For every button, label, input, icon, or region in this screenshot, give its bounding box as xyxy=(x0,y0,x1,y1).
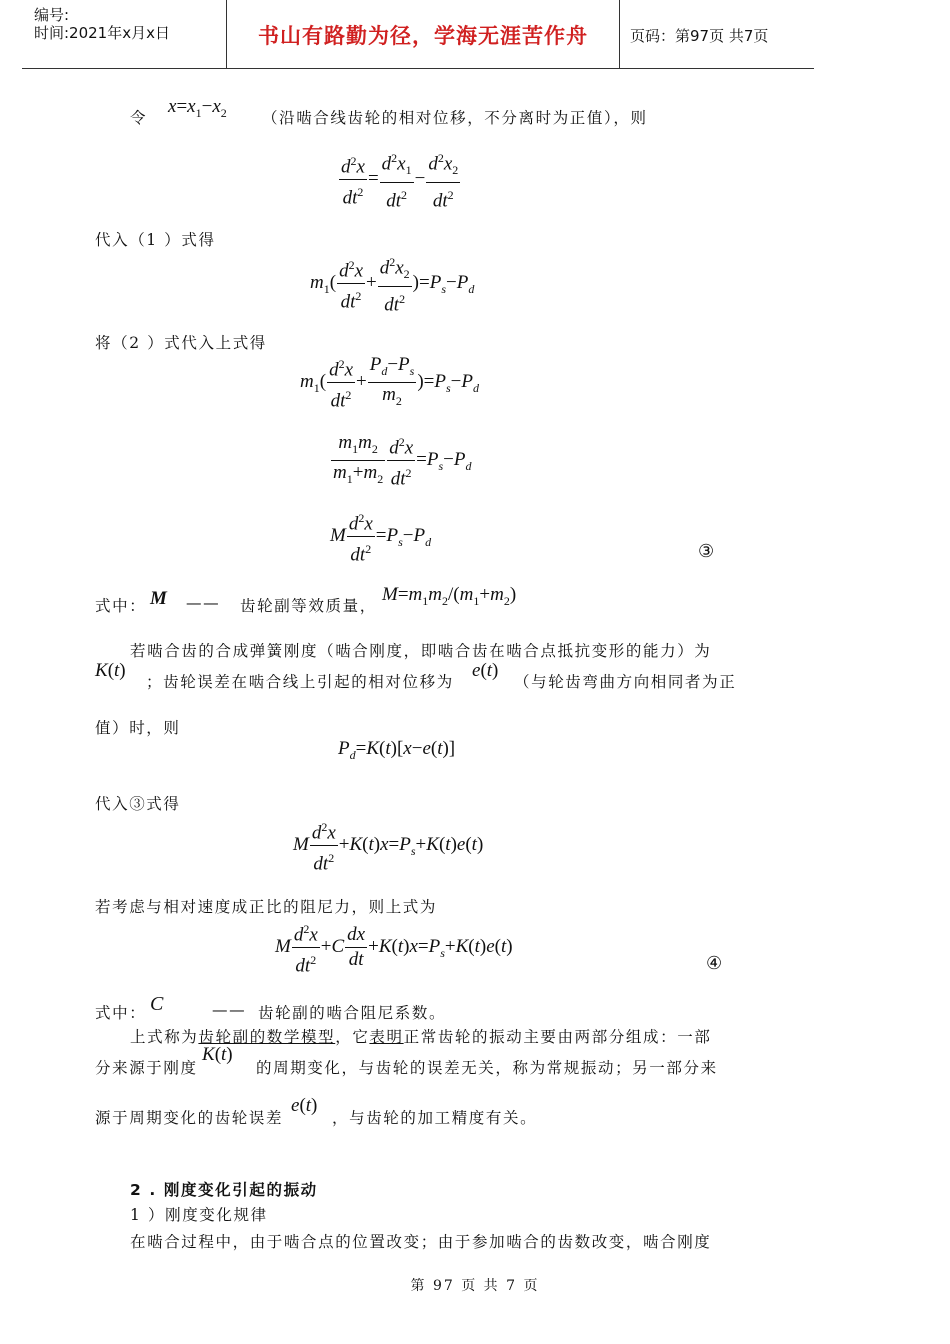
where-c-dash: —— xyxy=(212,1001,247,1019)
equation-accel-difference: $\frac{d^2x}{dt^2}$ = $\frac{d^2x_1}{dt^2}$ − $\frac{d^2x_2}{dt^2}$ xyxy=(338,146,461,213)
equation-pd: $P_d=K(t)[x-e(t)]$ xyxy=(338,738,456,762)
serial-label: 编号: xyxy=(34,6,70,24)
equation-reduced-mass: $\frac{m_1m_2}{m_1+m_2}$ $\frac{d^2x}{dt^2}$ $=P_s-P_d$ xyxy=(333,431,472,490)
equation-3: M $\frac{d^2x}{dt^2}$ $=P_s-P_d$ xyxy=(330,506,431,568)
para2-a3: 正常齿轮的振动主要由两部分组成：一部 xyxy=(403,1028,712,1046)
equation-4-marker: ④ xyxy=(706,953,723,974)
para1-line2b: （与轮齿弯曲方向相同者为正 xyxy=(514,673,737,691)
para2-c1: 源于周期变化的齿轮误差 xyxy=(95,1109,284,1127)
para2-a2: ，它 xyxy=(335,1028,370,1046)
substitute-1-text: 代入（1 ）式得 xyxy=(95,231,216,249)
header-left-cell xyxy=(22,0,227,68)
let-word: 令 xyxy=(130,109,148,127)
header-center-cell xyxy=(227,0,620,68)
equation-stiffness-model: M $\frac{d^2x}{dt^2}$ $+K(t)x=P_s+K(t)e(t)$ xyxy=(293,815,483,877)
symbol-e-t: e(t) xyxy=(472,660,499,681)
equation-m1-pd-ps: $m_1$( $\frac{d^2x}{dt^2}$ + $\frac{P_d-P_s}{m_2}$ )$=P_s-P_d$ xyxy=(300,353,479,412)
para2-underline-2: 表明 xyxy=(369,1028,404,1046)
where-c-prefix: 式中： xyxy=(95,1004,147,1022)
page-header xyxy=(22,0,814,69)
let-note: （沿啮合线齿轮的相对位移，不分离时为正值），则 xyxy=(262,109,648,127)
symbol-k-t: K(t) xyxy=(95,660,126,681)
page-footer: 第 97 页 共 7 页 xyxy=(410,1278,540,1294)
page-code: 页码：第97页 共7页 xyxy=(630,27,769,45)
where-m-text: 齿轮副等效质量， xyxy=(240,597,377,615)
equation-m1-sum: $m_1$( $\frac{d^2x}{dt^2}$ + $\frac{d^2x_2}{dt^2}$ )$=P_s-P_d$ xyxy=(310,250,474,317)
motto: 书山有路勤为径，学海无涯苦作舟 xyxy=(258,24,588,48)
equation-m-def: $M=m_1m_2/(m_1+m_2)$ xyxy=(382,584,517,608)
equation-4: M $\frac{d^2x}{dt^2}$ +C $\frac{dx}{dt}$ $+K(t)x=P_s+K(t)e(t)$ xyxy=(275,917,513,979)
symbol-c: C xyxy=(150,993,164,1015)
where-m-dash: —— xyxy=(186,594,221,612)
where-c-text: 齿轮副的啮合阻尼系数。 xyxy=(258,1004,447,1022)
header-right-cell xyxy=(620,0,814,68)
subsection-title: 1 ）刚度变化规律 xyxy=(130,1206,268,1224)
symbol-e-t-2: e(t) xyxy=(291,1095,318,1116)
date-label: 时间:2021年x月x日 xyxy=(34,24,170,42)
para1-line3: 值）时，则 xyxy=(95,719,181,737)
substitute-3-text: 代入③式得 xyxy=(95,795,181,813)
damping-intro: 若考虑与相对速度成正比的阻尼力，则上式为 xyxy=(95,898,438,916)
para2-b2: 的周期变化，与齿轮的误差无关，称为常规振动；另一部分来 xyxy=(256,1059,718,1077)
equation-3-marker: ③ xyxy=(698,541,715,562)
para2-c2: ，与齿轮的加工精度有关。 xyxy=(332,1109,538,1127)
para1-line1: 若啮合齿的合成弹簧刚度（啮合刚度，即啮合齿在啮合点抵抗变形的能力）为 xyxy=(130,642,712,660)
equation-x-def: $x=x_1-x_2$ xyxy=(168,96,227,120)
last-line: 在啮合过程中，由于啮合点的位置改变；由于参加啮合的齿数改变，啮合刚度 xyxy=(130,1233,712,1251)
where-m-prefix: 式中： xyxy=(95,597,147,615)
section-title: 2 . 刚度变化引起的振动 xyxy=(130,1181,318,1199)
symbol-k-t-2: K(t) xyxy=(202,1044,233,1065)
para1-line2a: ；齿轮误差在啮合线上引起的相对位移为 xyxy=(146,673,454,691)
substitute-2-text: 将（2 ）式代入上式得 xyxy=(95,334,267,352)
para2-underline-1: 齿轮副的数学模型 xyxy=(198,1028,336,1046)
symbol-m: M xyxy=(150,588,167,609)
para2-b1: 分来源于刚度 xyxy=(95,1059,198,1077)
para2-a1: 上式称为 xyxy=(130,1028,199,1046)
